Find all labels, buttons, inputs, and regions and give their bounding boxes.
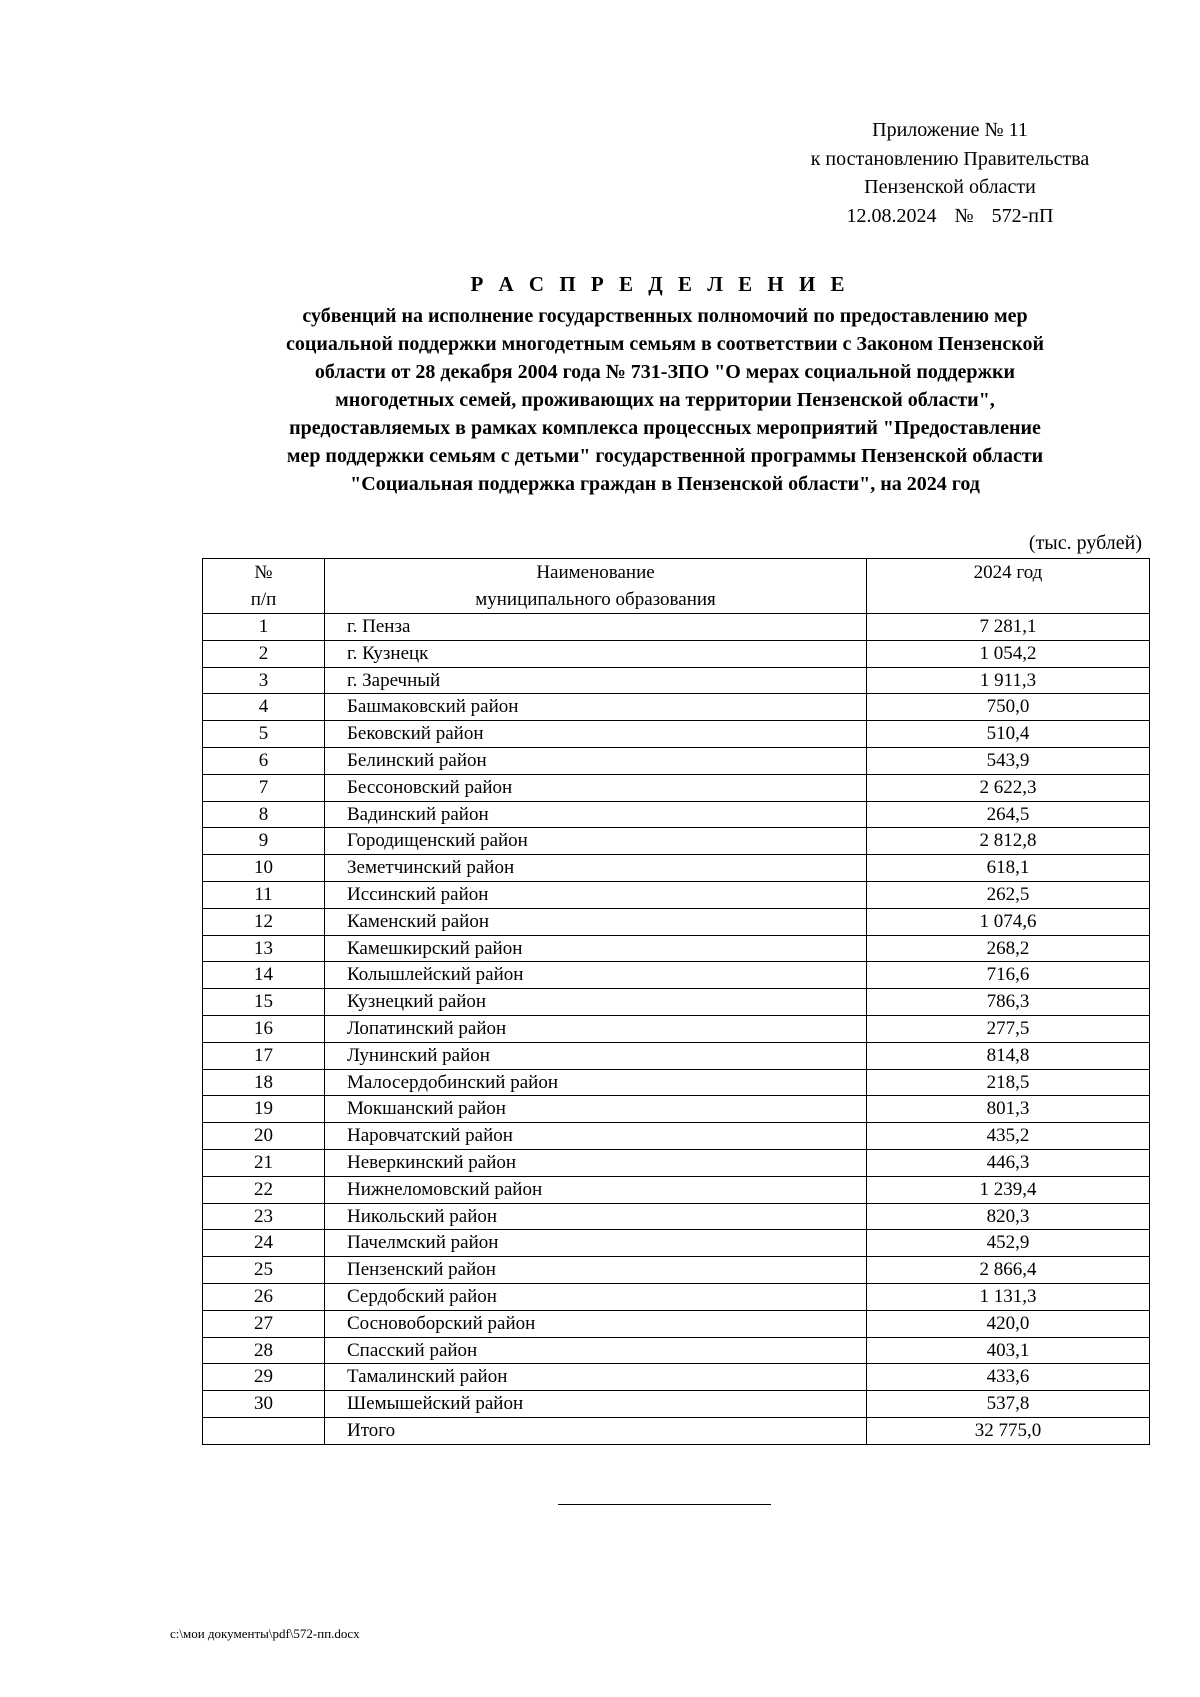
table-header [203,559,1150,614]
table-row [203,1283,1150,1310]
row-value: 1 054,2 [867,640,1150,667]
table-row [203,828,1150,855]
table-row [203,774,1150,801]
row-value: 268,2 [867,935,1150,962]
table-total-row [203,1417,1150,1444]
row-value: 7 281,1 [867,614,1150,641]
table-row [203,694,1150,721]
row-number: 20 [203,1123,325,1150]
row-name: Кузнецкий район [325,989,867,1016]
table-row [203,667,1150,694]
table-row [203,989,1150,1016]
appendix-line-1: Приложение № 11 [872,119,1028,141]
row-value: 262,5 [867,881,1150,908]
row-name: Каменский район [325,908,867,935]
table-row [203,962,1150,989]
row-name: Белинский район [325,747,867,774]
row-name: Тамалинский район [325,1364,867,1391]
appendix-block [770,116,1130,230]
row-number: 9 [203,828,325,855]
row-value: 786,3 [867,989,1150,1016]
row-number: 6 [203,747,325,774]
row-value: 435,2 [867,1123,1150,1150]
row-number: 26 [203,1283,325,1310]
row-number: 22 [203,1176,325,1203]
table-row [203,1230,1150,1257]
row-name: г. Кузнецк [325,640,867,667]
row-name: Пензенский район [325,1257,867,1284]
appendix-date: 12.08.2024 [846,204,937,227]
document-title: Р А С П Р Е Д Е Л Е Н И Е [470,272,850,296]
row-number: 2 [203,640,325,667]
table-row [203,1123,1150,1150]
table-row [203,855,1150,882]
row-value: 277,5 [867,1015,1150,1042]
row-value: 1 074,6 [867,908,1150,935]
row-value: 618,1 [867,855,1150,882]
row-number: 11 [203,881,325,908]
row-name: Лунинский район [325,1042,867,1069]
row-number: 23 [203,1203,325,1230]
row-number: 7 [203,774,325,801]
table-row [203,908,1150,935]
table-row [203,1015,1150,1042]
row-value: 218,5 [867,1069,1150,1096]
row-number: 5 [203,721,325,748]
row-value: 801,3 [867,1096,1150,1123]
row-number: 17 [203,1042,325,1069]
row-name: Бессоновский район [325,774,867,801]
table-row [203,1069,1150,1096]
row-name: Бековский район [325,721,867,748]
row-name: Нижнеломовский район [325,1176,867,1203]
header-name-line-1: Наименование [536,562,655,583]
row-value: 750,0 [867,694,1150,721]
row-name: Шемышейский район [325,1391,867,1418]
row-name: Итого [325,1417,867,1444]
table-row [203,1096,1150,1123]
table-row [203,935,1150,962]
row-name: Лопатинский район [325,1015,867,1042]
row-number: 10 [203,855,325,882]
row-value: 2 866,4 [867,1257,1150,1284]
row-number: 1 [203,614,325,641]
row-name: Вадинский район [325,801,867,828]
row-value: 403,1 [867,1337,1150,1364]
subtitle-line: предоставляемых в рамках комплекса процессных мероприятий "Предоставление [289,417,1041,439]
table-row [203,614,1150,641]
row-value: 452,9 [867,1230,1150,1257]
table-header-row [203,559,1150,614]
row-number: 29 [203,1364,325,1391]
row-number: 16 [203,1015,325,1042]
footer-file-path: c:\мои документы\pdf\572-пп.docx [170,1626,360,1641]
row-number: 3 [203,667,325,694]
row-number: 21 [203,1149,325,1176]
appendix-line-3: Пензенской области [864,176,1036,198]
row-number: 18 [203,1069,325,1096]
row-name: Земетчинский район [325,855,867,882]
table-row [203,1364,1150,1391]
header-num-line-2: п/п [250,589,277,610]
header-num-line-1: № [254,562,273,583]
table-row [203,1149,1150,1176]
row-name: Сосновоборский район [325,1310,867,1337]
row-value: 1 131,3 [867,1283,1150,1310]
subtitle-line: субвенций на исполнение государственных полномочий по предоставлению мер [302,305,1028,327]
row-number: 13 [203,935,325,962]
table-row [203,1042,1150,1069]
row-number: 8 [203,801,325,828]
row-name: Мокшанский район [325,1096,867,1123]
row-name: Неверкинский район [325,1149,867,1176]
header-value [867,559,1150,614]
table-row [203,747,1150,774]
row-value: 543,9 [867,747,1150,774]
row-name: Спасский район [325,1337,867,1364]
subtitle-line: социальной поддержки многодетным семьям в соответствии с Законом Пензенской [285,333,1045,355]
header-value-label: 2024 год [973,562,1043,583]
row-number: 25 [203,1257,325,1284]
row-number: 12 [203,908,325,935]
row-number: 4 [203,694,325,721]
row-number: 14 [203,962,325,989]
appendix-number-sign: № [954,204,974,227]
appendix-number: 572-пП [991,204,1054,227]
document-subtitle [190,302,1140,498]
row-value: 716,6 [867,962,1150,989]
row-value: 433,6 [867,1364,1150,1391]
row-name: Камешкирский район [325,935,867,962]
row-number [203,1417,325,1444]
row-value: 537,8 [867,1391,1150,1418]
table-row [203,1391,1150,1418]
appendix-date-number [770,202,1130,231]
row-value: 2 622,3 [867,774,1150,801]
subtitle-line: области от 28 декабря 2004 года № 731-ЗПО "О мерах социальной поддержки [314,361,1016,383]
table-row [203,640,1150,667]
row-number: 24 [203,1230,325,1257]
units-label: (тыс. рублей) [1028,532,1142,554]
row-number: 15 [203,989,325,1016]
row-name: Иссинский район [325,881,867,908]
row-name: Пачелмский район [325,1230,867,1257]
row-value: 32 775,0 [867,1417,1150,1444]
row-number: 28 [203,1337,325,1364]
table-row [203,1310,1150,1337]
row-value: 814,8 [867,1042,1150,1069]
row-number: 30 [203,1391,325,1418]
row-value: 1 911,3 [867,667,1150,694]
table-row [203,801,1150,828]
row-value: 820,3 [867,1203,1150,1230]
table-row [203,881,1150,908]
row-name: Никольский район [325,1203,867,1230]
distribution-table [202,558,1150,1445]
end-divider [558,1504,771,1505]
row-value: 264,5 [867,801,1150,828]
appendix-line-2: к постановлению Правительства [810,147,1090,170]
subtitle-line: многодетных семей, проживающих на территории Пензенской области", [335,389,995,411]
row-name: Башмаковский район [325,694,867,721]
table-row [203,1257,1150,1284]
row-name: Колышлейский район [325,962,867,989]
header-name-line-2: муниципального образования [475,589,716,610]
row-name: Сердобский район [325,1283,867,1310]
row-name: Малосердобинский район [325,1069,867,1096]
header-name [325,559,867,614]
row-value: 1 239,4 [867,1176,1150,1203]
row-name: г. Пенза [325,614,867,641]
table-row [203,721,1150,748]
table-row [203,1203,1150,1230]
row-value: 510,4 [867,721,1150,748]
row-name: Наровчатский район [325,1123,867,1150]
subtitle-line: "Социальная поддержка граждан в Пензенской области", на 2024 год [350,473,980,495]
table-body [203,614,1150,1445]
header-num [203,559,325,614]
row-number: 19 [203,1096,325,1123]
row-number: 27 [203,1310,325,1337]
row-name: г. Заречный [325,667,867,694]
table-row [203,1337,1150,1364]
row-value: 2 812,8 [867,828,1150,855]
subtitle-line: мер поддержки семьям с детьми" государственной программы Пензенской области [286,445,1044,467]
row-value: 446,3 [867,1149,1150,1176]
table-row [203,1176,1150,1203]
row-name: Городищенский район [325,828,867,855]
row-value: 420,0 [867,1310,1150,1337]
